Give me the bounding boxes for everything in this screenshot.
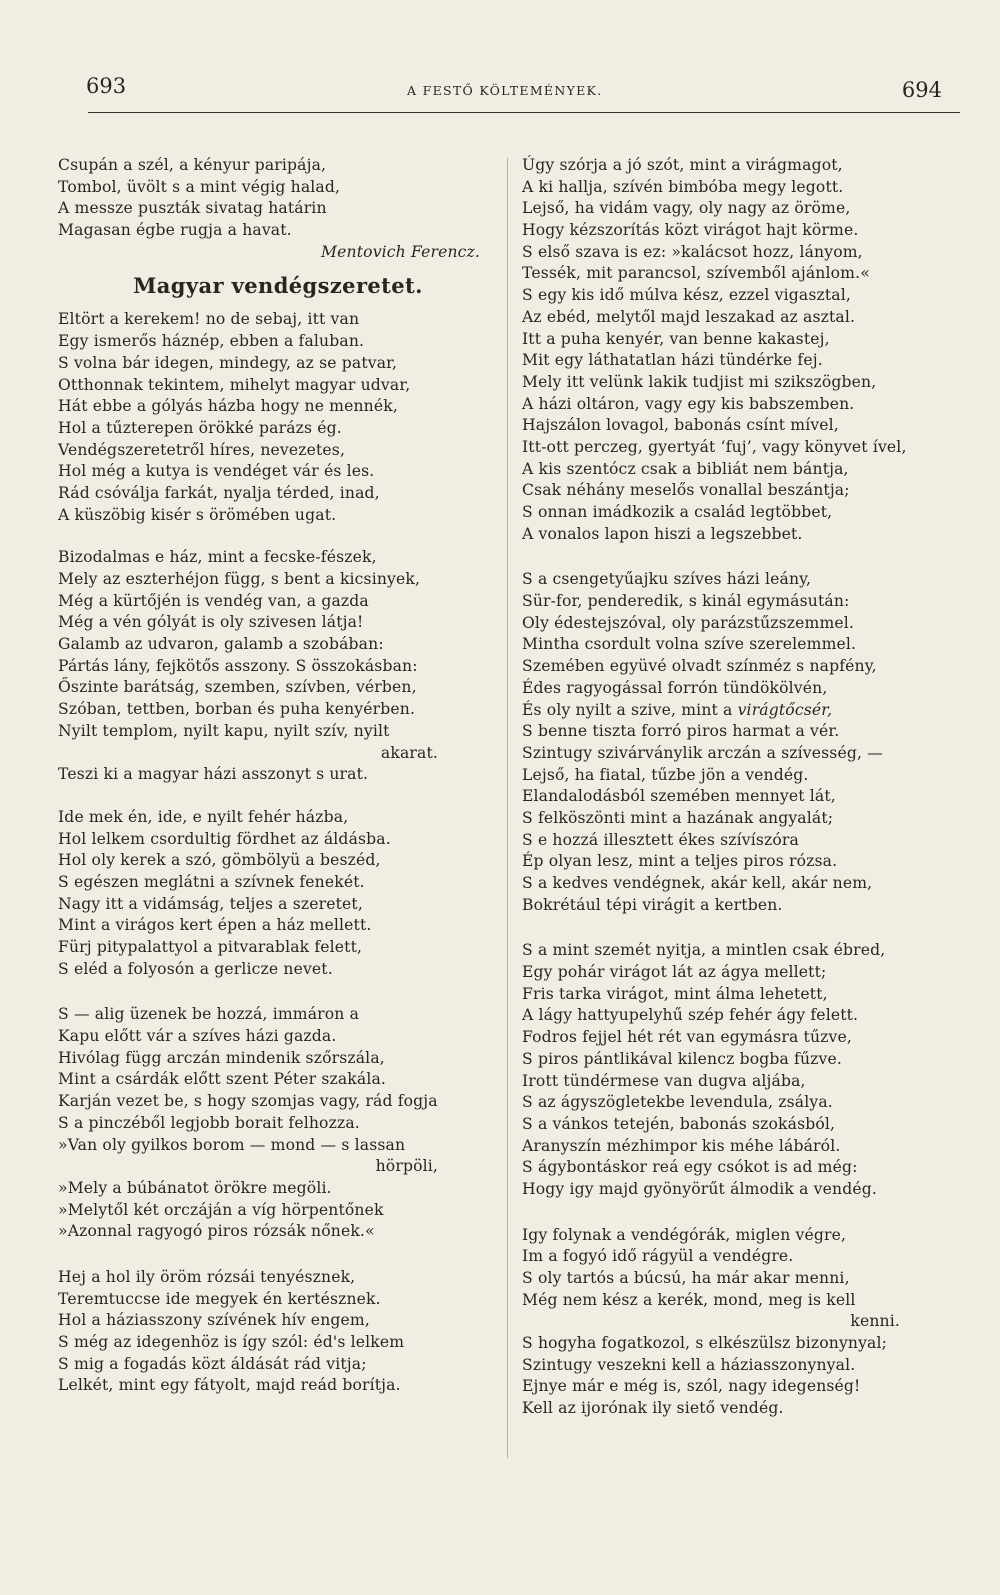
verse-line: Úgy szórja a jó szót, mint a virágmagot, xyxy=(522,156,843,174)
verse-line: S az ágyszögletekbe levendula, zsálya. xyxy=(522,1093,833,1112)
verse-line: »Van oly gyilkos borom — mond — s lassan xyxy=(58,1135,406,1154)
verse-line: S a kedves vendégnek, akár kell, akár nem, xyxy=(522,874,873,892)
verse-line: Hivólag függ arczán mindenik szőrszála, xyxy=(58,1048,385,1067)
verse-line: A küszöbig kisér s örömében ugat. xyxy=(58,505,337,524)
stanza-gap xyxy=(58,786,498,807)
verse-line: Szóban, tettben, borban és puha kenyérben. xyxy=(58,700,416,719)
verse-line: S első szava is ez: »kalácsot hozz, lányom, xyxy=(522,242,863,261)
verse-line: Galamb az udvaron, galamb a szobában: xyxy=(58,635,384,654)
stanza-gap xyxy=(58,526,498,547)
right-column xyxy=(522,155,960,1420)
page-number-left: 693 xyxy=(86,74,127,98)
verse-line: Mint a virágos kert épen a ház mellett. xyxy=(58,916,372,935)
verse-line: Egy ismerős háznép, ebben a faluban. xyxy=(58,332,365,351)
verse-line: Tessék, mit parancsol, szívemből ajánlom.« xyxy=(522,264,870,283)
verse-line: Csak néhány meselős vonallal beszántja; xyxy=(522,481,850,500)
verse-line: Aranyszín mézhimpor kis méhe lábáról. xyxy=(522,1136,841,1155)
verse-line: Szintugy szivárványlik arczán a szívesség, — xyxy=(522,743,883,762)
verse-line: Fris tarka virágot, mint álma lehetett, xyxy=(522,984,828,1003)
verse-line: Hol lelkem csordultig fördhet az áldásba. xyxy=(58,829,391,848)
verse-line: A házi oltáron, vagy egy kis babszemben. xyxy=(522,394,855,413)
verse-line: Mely az eszterhéjon függ, s bent a kicsinyek, xyxy=(58,570,421,588)
verse-line: Hogy igy majd gyönyörűt álmodik a vendég. xyxy=(522,1179,877,1198)
verse-line: Teszi ki a magyar házi asszonyt s urat. xyxy=(58,765,369,784)
verse-line: Még nem kész a kerék, mond, meg is kell xyxy=(522,1290,856,1309)
verse-line: S oly tartós a búcsú, ha már akar menni, xyxy=(522,1269,850,1287)
verse-line: Őszinte barátság, szemben, szívben, vérben, xyxy=(58,678,417,697)
verse-line: Karján vezet be, s hogy szomjas vagy, rád fogja xyxy=(58,1092,438,1111)
verse-line: Im a fogyó idő rágyül a vendégre. xyxy=(522,1247,794,1266)
verse-line: Mint a csárdák előtt szent Péter szakála. xyxy=(58,1070,387,1089)
verse-line: Otthonnak tekintem, mihelyt magyar udvar, xyxy=(58,375,411,394)
verse-line: Még a vén gólyát is oly szivesen látja! xyxy=(58,613,364,632)
verse-line: Kapu előtt vár a szíves házi gazda. xyxy=(58,1027,337,1046)
verse-line: Bizodalmas e ház, mint a fecske-fészek, xyxy=(58,548,377,567)
running-title: A FESTŐ KÖLTEMÉNYEK. xyxy=(407,83,603,98)
page-number-right: 694 xyxy=(901,78,942,102)
verse-line: Itt-ott perczeg, gyertyát ‘fuj’, vagy könyvet ível, xyxy=(522,437,907,456)
stanza-gap xyxy=(522,1201,960,1225)
verse-line: S egészen meglátni a szívnek fenekét. xyxy=(58,872,365,891)
verse-line: S benne tiszta forró piros harmat a vér. xyxy=(522,722,840,741)
verse-line-continuation: kenni. xyxy=(850,1312,900,1331)
verse-line: Teremtuccse ide megyek én kertésznek. xyxy=(58,1289,381,1308)
italic-word: virágtőcsér, xyxy=(737,700,833,719)
verse-line: A lágy hattyupelyhű szép fehér ágy felett. xyxy=(522,1006,859,1025)
verse-line: A kis szentócz csak a bibliát nem bántja, xyxy=(522,459,849,478)
verse-line: Nagy itt a vidámság, teljes a szeretet, xyxy=(58,894,363,913)
verse-line: Szintugy veszekni kell a háziasszonynyal. xyxy=(522,1355,856,1374)
verse-line: Ejnye már e még is, szól, nagy idegenség! xyxy=(522,1377,861,1396)
verse-line: Tombol, üvölt s a mint végig halad, xyxy=(58,177,341,196)
verse-line: A ki hallja, szívén bimbóba megy legott. xyxy=(522,177,844,196)
verse-line: S piros pántlikával kilencz bogba fűzve. xyxy=(522,1049,842,1068)
verse-line: Lejső, ha vidám vagy, oly nagy az öröme, xyxy=(522,199,851,218)
verse-line: Itt a puha kenyér, van benne kakastej, xyxy=(522,329,830,348)
verse-text: És oly nyilt a szive, mint a xyxy=(522,700,738,719)
verse-line: Az ebéd, melytől majd leszakad az asztal. xyxy=(522,307,856,326)
verse-line-continuation: akarat. xyxy=(380,743,438,762)
verse-line: S a mint szemét nyitja, a mintlen csak ébred, xyxy=(522,941,886,960)
verse-line: A messze puszták sivatag határin xyxy=(58,199,327,218)
verse-line: Lelkét, mint egy fátyolt, majd reád borítja. xyxy=(58,1376,401,1395)
verse-line: S még az idegenhöz is így szól: éd's lelkem xyxy=(58,1333,405,1351)
verse-line: Mit egy láthatatlan házi tündérke fej. xyxy=(522,351,823,370)
verse-line: Ép olyan lesz, mint a teljes piros rózsa. xyxy=(522,852,838,871)
verse-line: Pártás lány, fejkötős asszony. S összokásban: xyxy=(58,656,418,675)
verse-line: Édes ragyogással forrón tündökölvén, xyxy=(522,678,828,697)
verse-line: S a pinczéből legjobb borait felhozza. xyxy=(58,1113,360,1132)
verse-line: Hol oly kerek a szó, gömbölyü a beszéd, xyxy=(58,851,381,870)
verse-line: Kell az ijorónak ily siető vendég. xyxy=(522,1399,784,1418)
verse-line: »Mely a búbánatot örökre megöli. xyxy=(58,1178,332,1197)
verse-line: Nyilt templom, nyilt kapu, nyilt szív, nyilt xyxy=(58,721,390,740)
verse-line: Bokrétául tépi virágit a kertben. xyxy=(522,895,783,914)
verse-line: Fodros fejjel hét rét van egymásra tűzve, xyxy=(522,1028,852,1047)
verse-line: Ide mek én, ide, e nyilt fehér házba, xyxy=(58,807,349,826)
verse-line: Hát ebbe a gólyás házba hogy ne mennék, xyxy=(58,397,398,416)
verse-line: Hogy kézszorítás közt virágot hajt körme. xyxy=(522,221,859,240)
verse-line: S felköszönti mint a hazának angyalát; xyxy=(522,808,834,827)
column-divider xyxy=(507,158,508,1458)
verse-line: Egy pohár virágot lát az ágya mellett; xyxy=(522,963,827,982)
verse-line: Irott tündérmese van dugva aljába, xyxy=(522,1071,806,1090)
verse-line: S ágybontáskor reá egy csókot is ad még: xyxy=(522,1158,858,1177)
page-header xyxy=(0,74,1000,114)
verse-line: Mintha csordult volna szíve szerelemmel. xyxy=(522,635,857,654)
stanza-gap xyxy=(522,916,960,940)
verse-line: Fürj pitypalattyol a pitvarablak felett, xyxy=(58,938,363,956)
verse-line: Hol a háziasszony szívének hív engem, xyxy=(58,1311,370,1330)
verse-line: Vendégszeretetről híres, nevezetes, xyxy=(58,440,346,459)
verse-line-continuation: hörpöli, xyxy=(375,1157,438,1176)
stanza-gap xyxy=(58,980,498,1004)
verse-line: Oly édestejszóval, oly parázstűzszemmel. xyxy=(522,613,855,632)
verse-line: »Azonnal ragyogó piros rózsák nőnek.« xyxy=(58,1222,375,1241)
verse-line: S e hozzá illesztett ékes szívíszóra xyxy=(522,830,799,849)
verse-line: Hol a tűzterepen örökké parázs ég. xyxy=(58,418,342,437)
verse-line: Eltört a kerekem! no de sebaj, itt van xyxy=(58,310,360,329)
verse-line: Hajszálon lovagol, babonás csínt mível, xyxy=(522,416,839,435)
verse-line: S mig a fogadás közt áldását rád vitja; xyxy=(58,1354,367,1373)
verse-line: Rád csóválja farkát, nyalja térded, inad, xyxy=(58,483,380,502)
left-column xyxy=(58,155,498,1397)
verse-line: Hej a hol ily öröm rózsái tenyésznek, xyxy=(58,1267,356,1286)
verse-line: S a csengetyűajku szíves házi leány, xyxy=(522,570,812,589)
verse-line: S a vánkos tetején, babonás szokásból, xyxy=(522,1114,836,1133)
verse-line: A vonalos lapon hiszi a legszebbet. xyxy=(522,524,803,543)
verse-line: S — alig üzenek be hozzá, immáron a xyxy=(58,1005,360,1024)
verse-line: »Melytől két orczáján a víg hörpentőnek xyxy=(58,1200,384,1219)
verse-line: S egy kis idő múlva kész, ezzel vigasztal, xyxy=(522,286,851,305)
poem-title: Magyar vendégszeretet. xyxy=(133,273,423,299)
verse-line: Magasan égbe rugja a havat. xyxy=(58,221,292,240)
verse-line: Sür-for, penderedik, s kinál egymásután: xyxy=(522,592,850,611)
verse-line: Mely itt velünk lakik tudjist mi szikszögben, xyxy=(522,372,877,391)
verse-line: S onnan imádkozik a család legtöbbet, xyxy=(522,503,833,521)
verse-line: Lejső, ha fiatal, tűzbe jön a vendég. xyxy=(522,765,809,784)
verse-line: Szemében együvé olvadt színméz s napfény, xyxy=(522,657,877,676)
verse-line: S eléd a folyosón a gerlicze nevet. xyxy=(58,959,333,978)
verse-line: Hol még a kutya is vendéget vár és les. xyxy=(58,462,375,481)
verse-line: Csupán a szél, a kényur paripája, xyxy=(58,156,327,174)
verse-line: Elandalodásból szemében mennyet lát, xyxy=(522,787,836,806)
stanza-gap xyxy=(58,1243,498,1267)
author-signature: Mentovich Ferencz. xyxy=(321,242,480,261)
verse-line xyxy=(522,700,960,722)
verse-line: S hogyha fogatkozol, s elkészülsz bizonynyal; xyxy=(522,1334,888,1353)
header-rule xyxy=(88,112,960,113)
verse-line: Igy folynak a vendégórák, miglen végre, xyxy=(522,1225,847,1244)
stanza-gap xyxy=(522,545,960,569)
verse-line: S volna bár idegen, mindegy, az se patvar, xyxy=(58,353,398,372)
verse-line: Még a kürtőjén is vendég van, a gazda xyxy=(58,591,369,610)
